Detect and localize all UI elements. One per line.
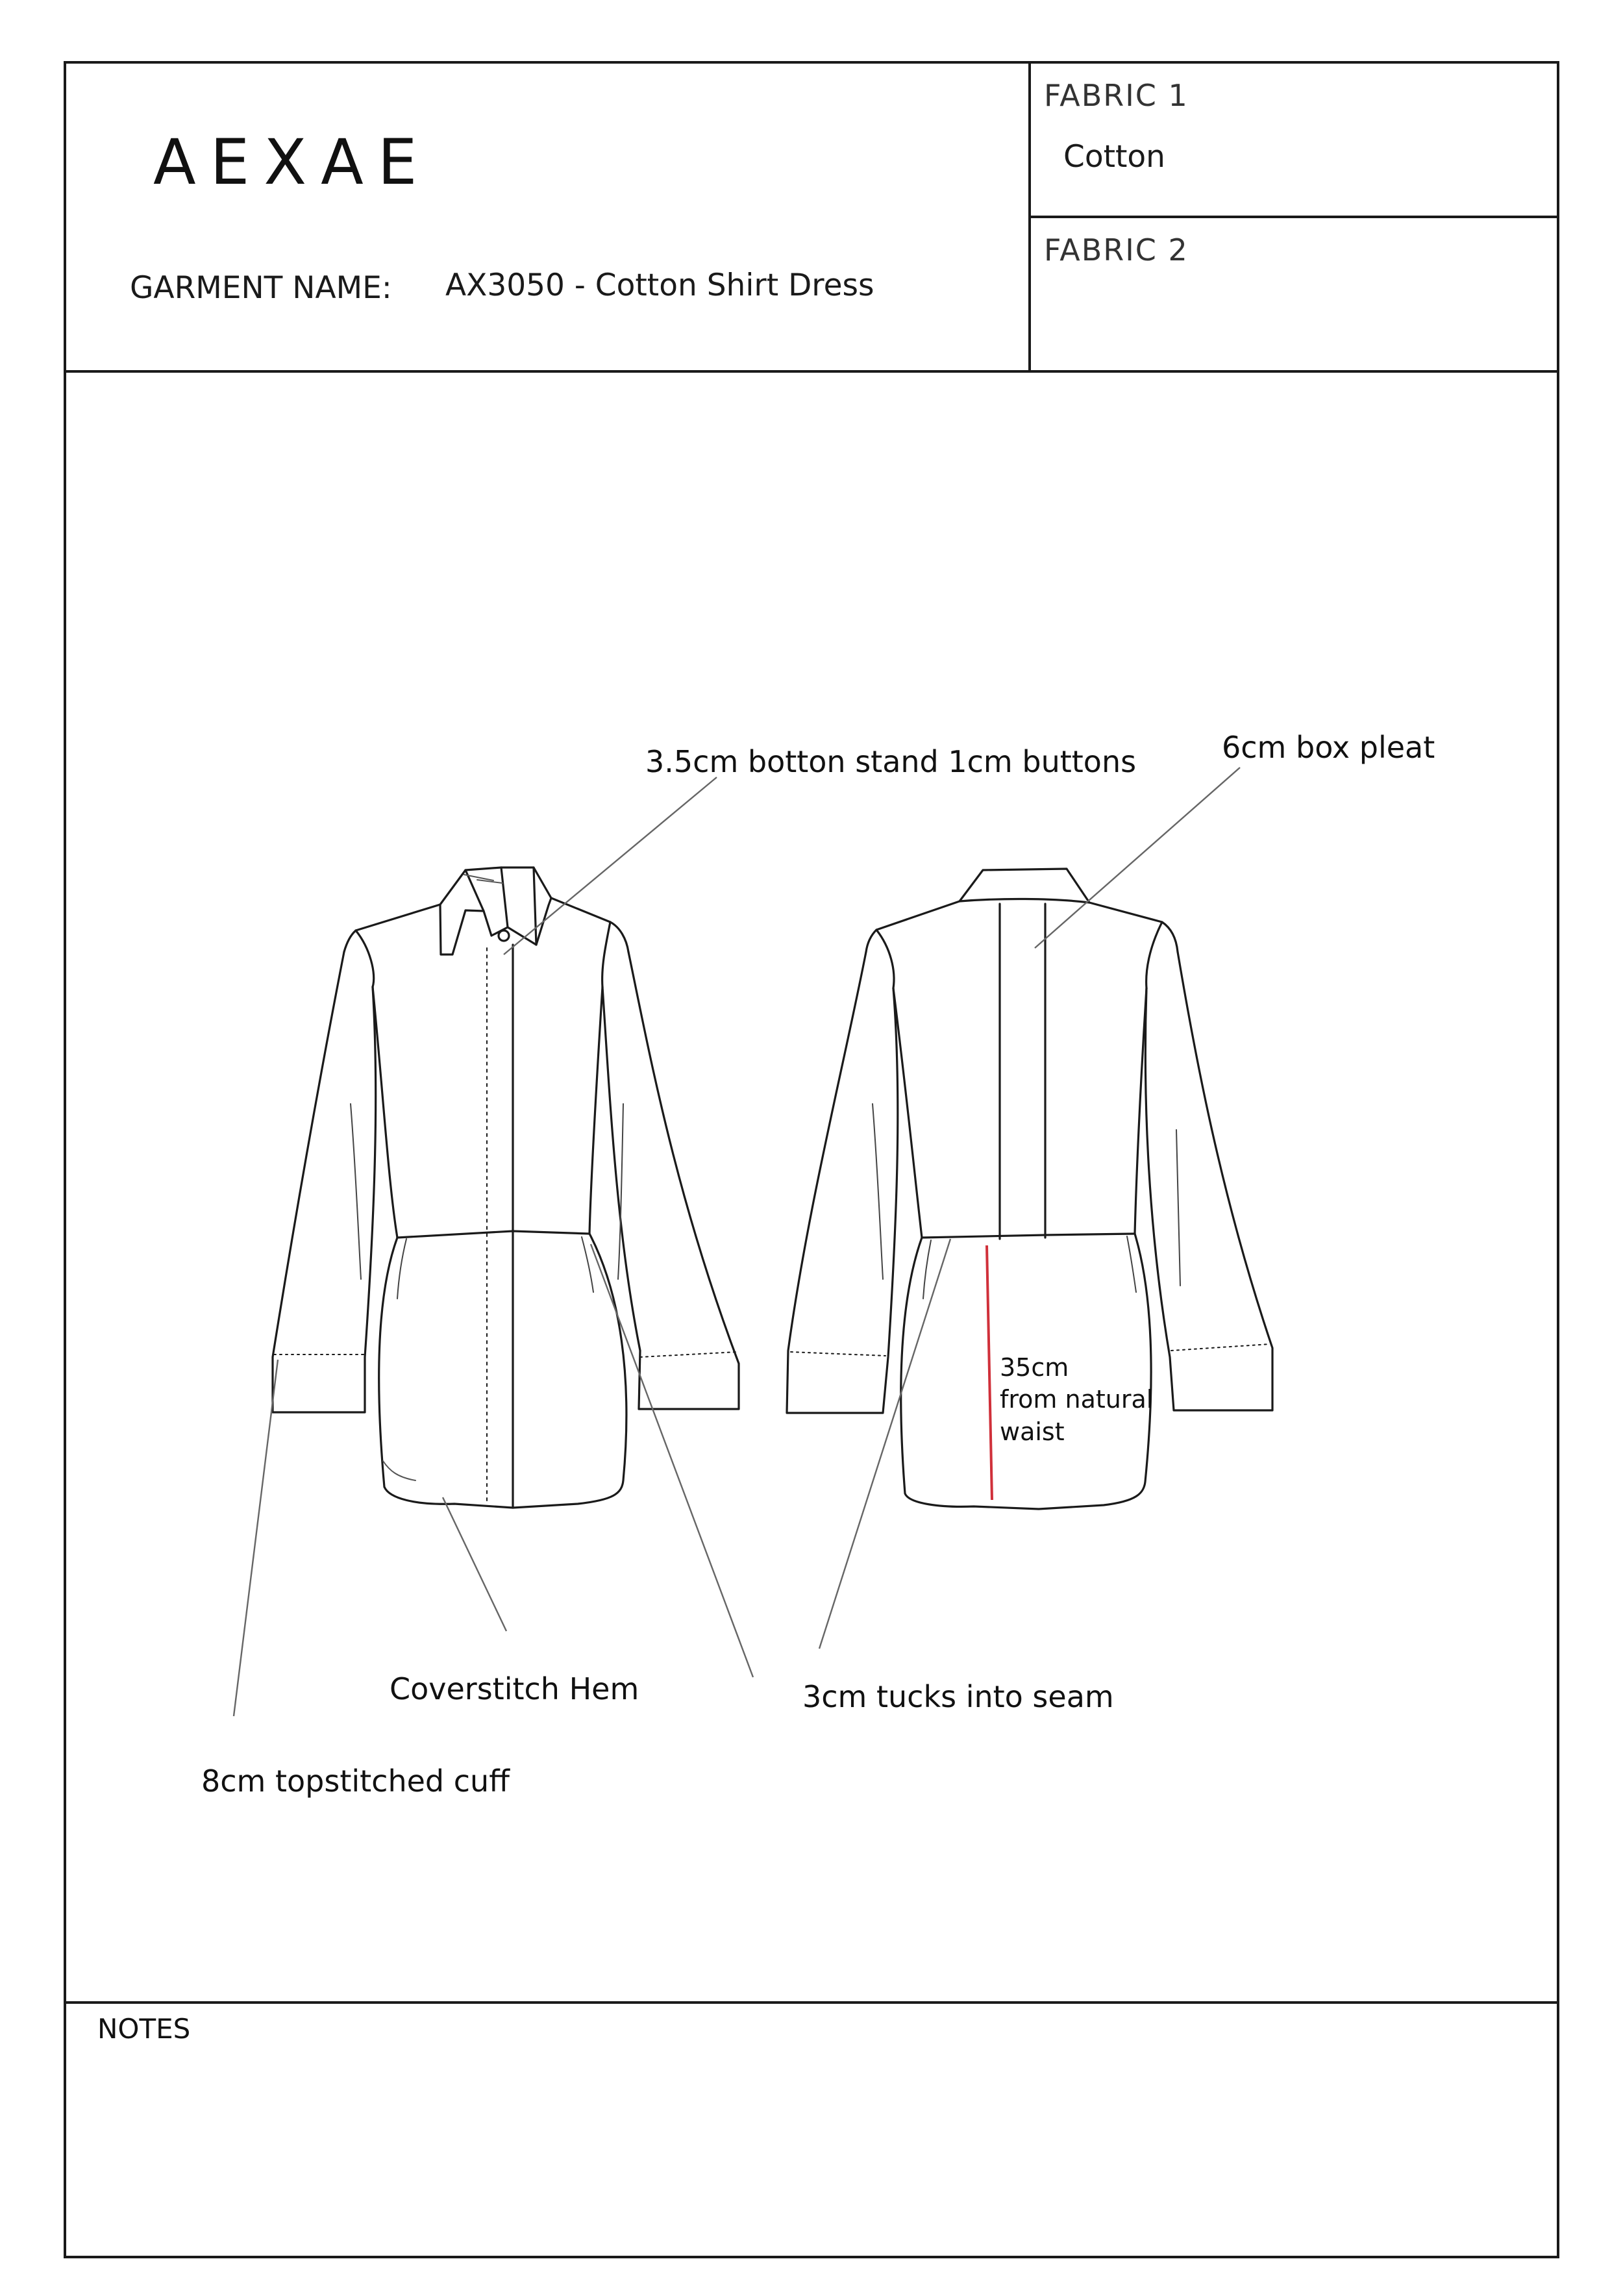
annotation-length-line2: from natural (1000, 1385, 1154, 1414)
annotation-box-pleat: 6cm box pleat (1222, 730, 1435, 765)
annotation-length (1000, 1352, 1153, 1448)
brand-logo: AEXAE (153, 126, 432, 199)
annotation-length-line3: waist (1000, 1417, 1065, 1446)
front-view-drawing (273, 867, 739, 1508)
length-measure-line (987, 1245, 992, 1500)
fabric2-label: FABRIC 2 (1044, 232, 1189, 268)
annotation-button-stand: 3.5cm botton stand 1cm buttons (645, 744, 1137, 779)
leader-lines (234, 767, 1240, 1716)
fabric1-value: Cotton (1063, 139, 1165, 175)
garment-name-value: AX3050 - Cotton Shirt Dress (445, 268, 874, 303)
garment-name-label: GARMENT NAME: (130, 270, 392, 306)
annotation-tucks: 3cm tucks into seam (802, 1679, 1114, 1714)
fabric1-label: FABRIC 1 (1044, 78, 1189, 113)
sheet-frame (65, 62, 1558, 2257)
annotation-coverstitch-hem: Coverstitch Hem (390, 1671, 639, 1706)
annotation-length-line1: 35cm (1000, 1353, 1069, 1382)
annotation-cuff: 8cm topstitched cuff (201, 1764, 510, 1799)
notes-label: NOTES (97, 2013, 191, 2045)
